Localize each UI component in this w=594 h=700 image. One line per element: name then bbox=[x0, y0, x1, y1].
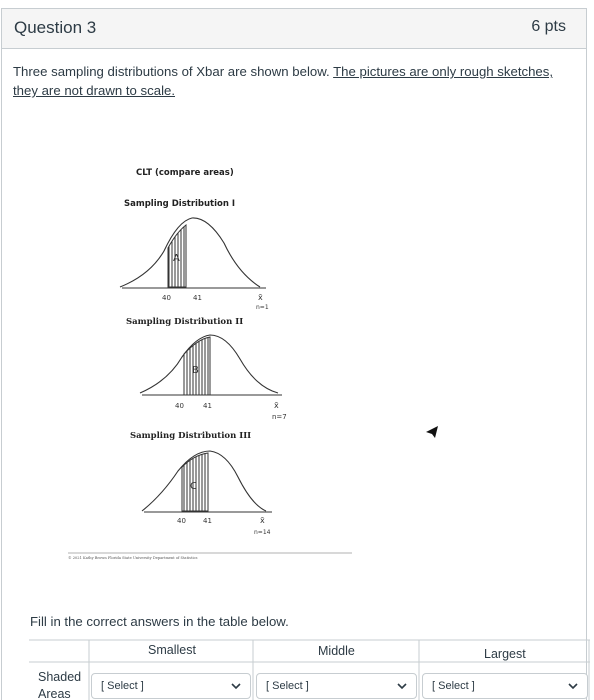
select-largest[interactable] bbox=[422, 673, 588, 699]
question-text-plain: Three sampling distributions of Xbar are shown below. bbox=[13, 64, 334, 79]
distribution-3-n-label: n=14 bbox=[254, 529, 271, 536]
select-largest-value: [ Select ] bbox=[432, 680, 475, 692]
chevron-down-icon bbox=[567, 680, 579, 692]
column-header-largest: Largest bbox=[484, 647, 526, 661]
figure-copyright: © 2021 Kathy Brown Florida State University Department of Statistics bbox=[68, 556, 198, 560]
question-title: Question 3 bbox=[14, 18, 97, 37]
select-middle[interactable] bbox=[256, 673, 417, 699]
question-points: 6 pts bbox=[531, 18, 566, 35]
question-text-underlined: The pictures are only rough sketches, they are not drawn to scale. bbox=[13, 64, 553, 98]
row-label-shaded-areas: Shaded Areas bbox=[38, 670, 82, 700]
distribution-3-title: Sampling Distribution III bbox=[130, 431, 252, 441]
distribution-1-area-label: A bbox=[173, 253, 180, 264]
distribution-2-title: Sampling Distribution II bbox=[126, 317, 244, 327]
column-header-middle: Middle bbox=[318, 644, 355, 658]
fill-instruction: Fill in the correct answers in the table below. bbox=[30, 614, 289, 629]
distribution-3-tick-left: 40 bbox=[177, 517, 186, 525]
chevron-down-icon bbox=[230, 680, 242, 692]
distribution-1-tick-left: 40 bbox=[162, 294, 171, 302]
distribution-3-area-label: C bbox=[190, 481, 197, 492]
distribution-1-title: Sampling Distribution I bbox=[124, 199, 236, 209]
select-middle-value: [ Select ] bbox=[266, 680, 309, 692]
distribution-2-area-label: B bbox=[192, 365, 199, 376]
distribution-2-tick-left: 40 bbox=[175, 402, 184, 410]
distribution-2-n-label: n=7 bbox=[272, 413, 287, 421]
distribution-1-n-label: n=1 bbox=[256, 304, 269, 311]
chevron-down-icon bbox=[396, 680, 408, 692]
column-header-smallest: Smallest bbox=[148, 643, 196, 657]
mouse-cursor-icon bbox=[424, 424, 442, 442]
figure-heading: CLT (compare areas) bbox=[136, 168, 234, 178]
distribution-1-tick-right: 41 bbox=[193, 294, 202, 302]
select-smallest-value: [ Select ] bbox=[101, 680, 144, 692]
distribution-2-axis-label: x̄ bbox=[274, 401, 279, 410]
distribution-2-tick-right: 41 bbox=[203, 402, 212, 410]
distribution-3-tick-right: 41 bbox=[203, 517, 212, 525]
select-smallest[interactable] bbox=[91, 673, 251, 699]
distribution-1-axis-label: x̄ bbox=[258, 293, 263, 302]
distribution-3-axis-label: x̄ bbox=[260, 516, 265, 525]
